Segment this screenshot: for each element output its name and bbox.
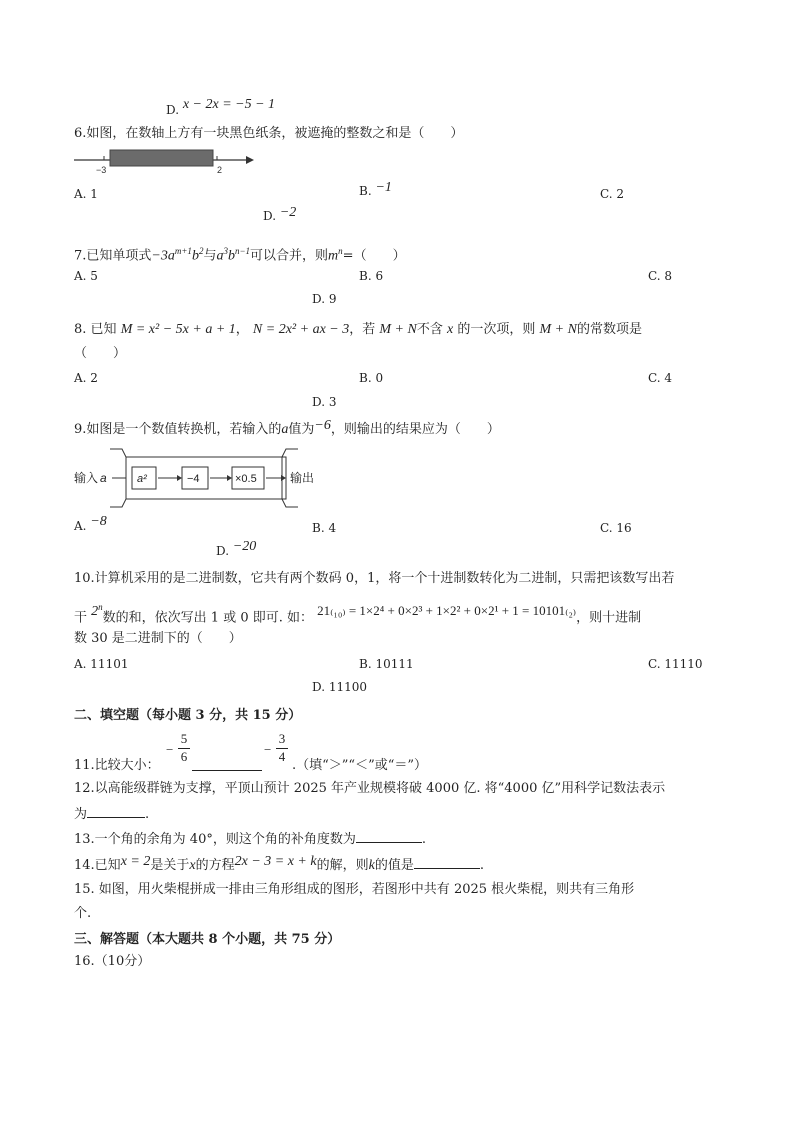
q7-option-a: A. 5 [74,269,98,283]
q8-option-a: A. 2 [74,371,98,385]
fraction [276,731,288,765]
monomial: a [216,248,224,264]
q10-option-c: C. 11110 [648,657,703,671]
output-label: 输出 [290,471,315,485]
q14-stem [74,856,484,875]
variable: k [368,858,375,873]
numerator: 5 [180,731,188,746]
q8-paren: （ ） [74,346,127,361]
text: ，则输出的结果应为（ ） [330,422,500,437]
option-label: D. [263,209,277,223]
axis-label-right: 2 [217,165,223,174]
answer-blank[interactable] [356,830,422,843]
text: 9.如图是一个数值转换机，若输入的 [74,422,282,437]
q9-option-c: C. 16 [600,521,632,535]
q5-option-d [166,97,276,119]
q9-option-a [74,514,107,535]
text: 8. 已知 [74,322,117,337]
variable: x [447,322,454,337]
denominator: 6 [178,748,190,765]
equation: N = 2x² + ax − 3 [252,322,350,337]
minus-sign: − [264,742,272,757]
subtract-box-label: −4 [187,473,200,485]
q12-line2 [74,805,149,824]
q6-option-b [359,180,392,200]
text: 的方程 [195,858,235,873]
option-value: −8 [90,514,107,529]
input-label: 输入 [74,471,99,485]
equation: M + N [539,322,577,337]
q9-stem [74,418,500,439]
text: . [145,807,150,822]
variable: b [191,248,199,264]
number-line-figure [74,146,254,174]
q6-option-a: A. 1 [74,187,98,201]
q9-option-b: B. 4 [312,521,337,535]
variable: a [281,422,289,437]
q11-post: .（填“＞”“＜”或“＝”） [292,758,428,773]
q10-option-a: A. 11101 [74,657,129,671]
q15-line1: 15. 如图，用火柴棍拼成一排由三角形组成的图形，若图形中共有 2025 根火柴棍，则共有三角形 [74,882,635,897]
conversion-machine-figure [72,445,322,511]
minus-sign: − [166,742,174,757]
q10-option-b: B. 10111 [359,657,414,671]
exponent: 2 [198,246,204,256]
q10-line3: 数 30 是二进制下的（ ） [74,631,242,646]
text: 值为 [288,422,315,437]
variable: x [189,858,196,873]
base: 2 [91,604,99,620]
numerator: 3 [278,731,286,746]
text: 的值是 [374,858,414,873]
equation: M = x² − 5x + a + 1 [120,322,236,337]
q8-option-c: C. 4 [648,371,673,385]
input-variable: a [100,471,107,485]
q6-option-c: C. 2 [600,187,625,201]
q10-option-d: D. 11100 [312,680,367,694]
exponent: m+1 [174,246,192,256]
text: 干 [74,610,88,626]
variable: m [328,248,339,264]
text: ， [235,322,249,337]
equation: 2x − 3 = x + k [234,854,317,869]
text: 的解，则 [316,858,369,873]
text: . [421,832,426,847]
multiply-box-label: ×0.5 [235,473,257,485]
exponent: n [98,602,103,612]
answer-blank[interactable] [192,770,262,771]
q8-stem [74,321,642,339]
text: . [479,858,484,873]
monomial: −3a [151,248,175,264]
text: 7.已知单项式 [74,248,152,264]
text: 13.一个角的余角为 40°，则这个角的补角度数为 [74,832,356,847]
q7-option-c: C. 8 [648,269,673,283]
arrow-icon [227,475,232,481]
q11-stem: 11.比较大小： [74,758,160,773]
text: 数的和，依次写出 1 或 0 即可. 如： [102,610,313,626]
text: 的常数项是 [576,322,642,337]
square-box-label: a² [137,473,147,485]
arrow-icon [177,475,182,481]
option-label: D. [166,103,180,117]
text: 14.已知 [74,858,121,873]
q12-line1: 12.以高能级群链为支撑，平顶山预计 2025 年产业规模将破 4000 亿. 将“4000 亿”用科学记数法表示 [74,781,666,796]
option-label: D. [216,544,230,558]
section-heading: 三、解答题（本大题共 8 个小题，共 75 分） [74,932,341,947]
q9-option-d [216,539,257,560]
text: 不含 [416,322,443,337]
q6-option-d [263,205,297,225]
option-value: −20 [232,539,257,554]
denominator: 4 [276,748,288,765]
section-heading: 二、填空题（每小题 3 分，共 15 分） [74,708,302,723]
text: 与 [203,248,217,264]
text: 可以合并，则 [250,248,329,264]
answer-blank[interactable] [87,805,145,818]
equation: x = 2 [120,854,151,869]
q6-stem: 6.如图，在数轴上方有一块黑色纸条，被遮掩的整数之和是（ ） [74,126,464,141]
answer-blank[interactable] [414,856,480,869]
text: 的一次项，则 [457,322,536,337]
variable: b [227,248,235,264]
q8-option-b: B. 0 [359,371,384,385]
text: 是关于 [150,858,190,873]
q7-stem [74,242,406,265]
text: ，若 [349,322,376,337]
axis-label-left: −3 [96,165,107,174]
equation: M + N [379,322,417,337]
q15-line2: 个. [74,906,92,921]
q7-option-b: B. 6 [359,269,384,283]
equation: x − 2x = −5 − 1 [182,97,276,112]
option-label: B. [359,184,372,198]
exponent: n [338,246,343,256]
exponent: 3 [223,246,228,256]
fraction [178,731,190,765]
q13-stem [74,830,426,849]
q16-stem: 16.（10分） [74,954,151,969]
option-label: A. [74,519,87,533]
text: =（ ） [342,248,406,264]
option-value: −1 [375,180,392,195]
value: −6 [314,418,331,433]
arrow-icon [246,156,254,164]
option-value: −2 [279,205,297,220]
exponent: n−1 [234,246,251,256]
q8-option-d: D. 3 [312,395,337,409]
black-paper-strip [110,150,213,166]
q10-line2 [74,604,641,627]
q7-option-d: D. 9 [312,292,337,306]
text: 为 [74,807,88,822]
binary-equation: 21₍₁₀₎ = 1×2⁴ + 0×2³ + 1×2² + 0×2¹ + 1 = 10101₍₂₎ [317,603,577,619]
text: ，则十进制 [576,610,642,626]
q10-line1: 10.计算机采用的是二进制数，它共有两个数码 0，1，将一个十进制数转化为二进制，只需把该数写出若 [74,571,675,586]
